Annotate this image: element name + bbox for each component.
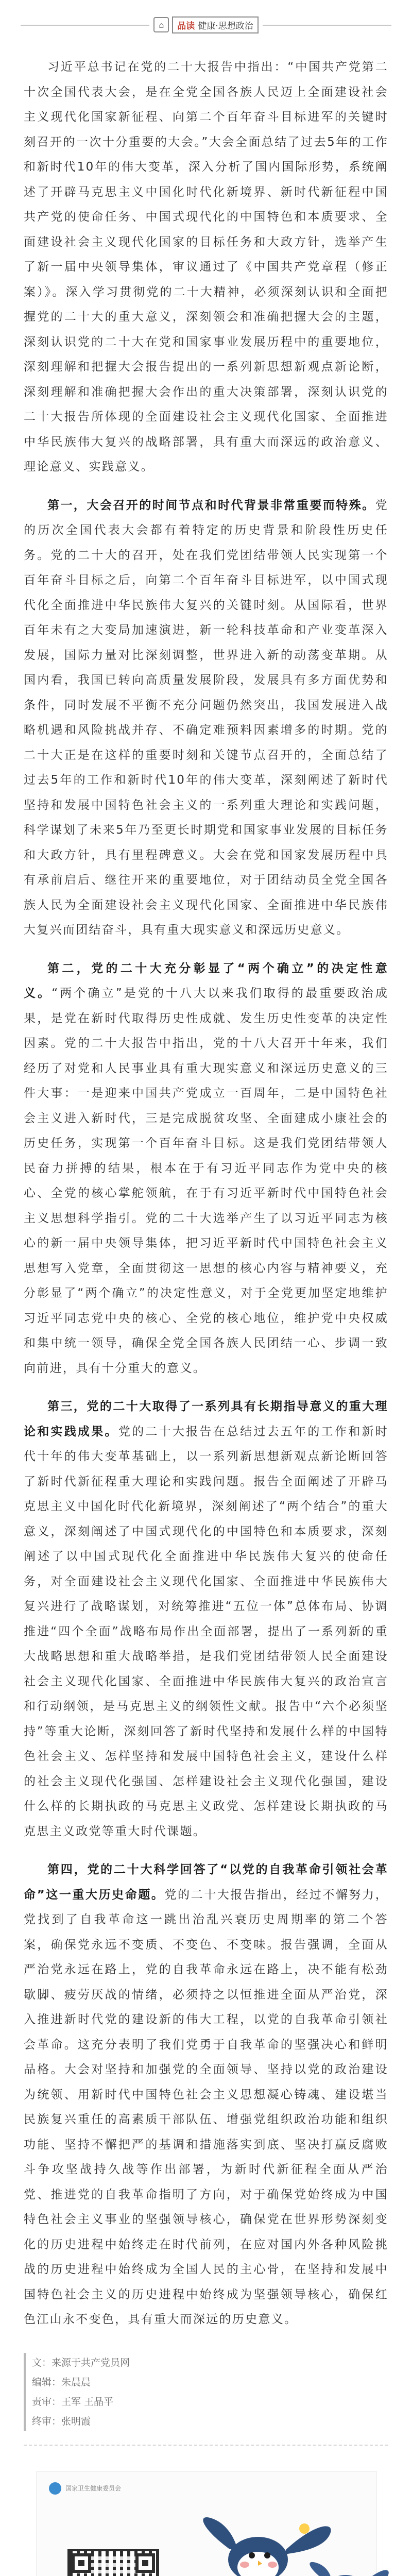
paragraph-text: 习近平总书记在党的二十大报告中指出：“中国共产党第二十次全国代表大会，是在全党全国各族人民迈上全面建设社会主义现代化国家新征程、向第二个百年奋斗目标进军的关键时刻召开的一次十分重要的大会。”大会全面总结了过去5年的工作和新时代10年的伟大变革，深入分析了国内国际形势，系统阐述了开辟马克思主义中国化时代化新境界、新时代新征程中国共产党的使命任务、中国式现代化的中国特色和本质要求、全面建设社会主义现代化国家的目标任务和大政方针，选举产生了新一届中央领导集体，审议通过了《中国共产党章程（修正案）》。深入学习贯彻党的二十大精神，必须深刻认识和全面把握党的二十大的重大意义，深刻领会和准确把握大会的主题，深刻认识党的二十大在党和国家事业发展历程中的重要地位，深刻理解和把握大会报告提出的一系列新思想新观点新论断，深刻理解和准确把握大会作出的重大决策部署，深刻认识党的二十大报告所体现的全面建设社会主义现代化国家、全面推进中华民族伟大复兴的战略部署，具有重大而深远的政治意义、理论意义、实践意义。 bbox=[24, 60, 388, 473]
header-banner bbox=[0, 0, 412, 49]
sun-icon bbox=[299, 2523, 310, 2534]
qr-code[interactable] bbox=[67, 2549, 159, 2576]
promo-card-background bbox=[36, 2471, 377, 2576]
home-icon: ⌂ bbox=[153, 17, 169, 32]
meta-final-review: 终审：张明霞 bbox=[32, 2415, 91, 2427]
mini-logo-icon bbox=[49, 2482, 61, 2495]
article-paragraph bbox=[24, 493, 388, 943]
section-title: 第一，大会召开的时间节点和时代背景非常重要而特殊。 bbox=[47, 498, 375, 512]
meta-reviewer: 责审：王军 王晶平 bbox=[32, 2396, 114, 2408]
qr-finder-icon bbox=[135, 2553, 155, 2573]
header-brand-a: 品读 bbox=[177, 21, 195, 31]
article-paragraph bbox=[24, 1394, 388, 1844]
article-paragraph bbox=[24, 55, 388, 480]
paragraph-text: 党的历次全国代表大会都有着特定的历史背景和阶段性历史任务。党的二十大的召开，处在我们党团结带领人民实现第一个百年奋斗目标之后，向第二个百年奋斗目标进军，以中国式现代化全面推进中华民族伟大复兴的关键时刻。从国际看，世界百年未有之大变局加速演进，新一轮科技革命和产业变革深入发展，国际力量对比深刻调整，世界进入新的动荡变革期。从国内看，我国已转向高质量发展阶段，发展具有多方面优势和条件，同时发展不平衡不充分问题仍然突出，我国发展进入战略机遇和风险挑战并存、不确定难预料因素增多的时期。党的二十大正是在这样的重要时刻和关键节点召开的，全面总结了过去5年的工作和新时代10年的伟大变革，深刻阐述了新时代坚持和发展中国特色社会主义的一系列重大理论和实践问题，科学谋划了未来5年乃至更长时期党和国家事业发展的目标任务和大政方针，具有里程碑意义。大会在党和国家发展历程中具有承前启后、继往开来的重要地位，对于团结动员全党全国各族人民为全面建设社会主义现代化国家、全面推进中华民族伟大复兴而团结奋斗，具有重大现实意义和深远历史意义。 bbox=[24, 498, 388, 937]
mini-logo-text: 国家卫生健康委员会 bbox=[65, 2485, 122, 2492]
header-badge bbox=[149, 13, 263, 36]
qr-finder-icon bbox=[72, 2553, 91, 2573]
header-label bbox=[172, 16, 258, 33]
promo-card bbox=[0, 2461, 412, 2576]
swallow-right-icon bbox=[310, 2562, 388, 2576]
section-title: 第三，党的二十大取得了一系列具有长期指导意义的重大理论和实践成果。 bbox=[24, 1400, 388, 1438]
meta-source: 文：来源于共产党员网 bbox=[32, 2357, 130, 2368]
article-body bbox=[0, 49, 412, 2332]
article-meta bbox=[24, 2353, 388, 2431]
promo-mini-logo bbox=[49, 2482, 121, 2495]
paragraph-text: 党的二十大报告指出，经过不懈努力，党找到了自我革命这一跳出治乱兴衰历史周期率的第二个答案，确保党永远不变质、不变色、不变味。报告强调，全面从严治党永远在路上，党的自我革命永远在路上，决不能有松劲歇脚、疲劳厌战的情绪，必须持之以恒推进全面从严治党，深入推进新时代党的建设新的伟大工程，以党的自我革命引领社会革命。这充分表明了我们党勇于自我革命的坚强决心和鲜明品格。大会对坚持和加强党的全面领导、坚持以党的政治建设为统领、用新时代中国特色社会主义思想凝心铸魂、建设堪当民族复兴重任的高素质干部队伍、增强党组织政治功能和组织功能、坚持不懈把严的基调和措施落实到底、坚决打赢反腐败斗争攻坚战持久战等作出部署，为新时代新征程全面从严治党、推进党的自我革命指明了方向，对于确保党始终成为中国特色社会主义事业的坚强领导核心，确保党在世界形势深刻变化的历史进程中始终走在时代前列，在应对国内外各种风险挑战的历史进程中始终成为全国人民的主心骨，在坚持和发展中国特色社会主义的历史进程中始终成为坚强领导核心，确保红色江山永不变色，具有重大而深远的历史意义。 bbox=[24, 1888, 388, 2326]
header-brand-b: 健康·思想政治 bbox=[198, 21, 253, 31]
swallow-illustration bbox=[181, 2493, 397, 2576]
meta-editor: 编辑：朱晨晨 bbox=[32, 2376, 91, 2388]
article-paragraph bbox=[24, 1857, 388, 2332]
section-divider bbox=[24, 2445, 388, 2446]
paragraph-text: “两个确立”是党的十八大以来我们取得的最重要政治成果，是党在新时代取得历史性成就、发生历史性变革的决定性因素。党的二十大报告中指出，党的十八大召开十年来，我们经历了对党和人民事业具有重大现实意义和深远历史意义的三件大事：一是迎来中国共产党成立一百周年，二是中国特色社会主义进入新时代，三是完成脱贫攻坚、全面建成小康社会的历史任务，实现第一个百年奋斗目标。这是我们党团结带领人民奋力拼搏的结果，根本在于有习近平同志作为党中央的核心、全党的核心掌舵领航，在于有习近平新时代中国特色社会主义思想科学指引。党的二十大选举产生了以习近平同志为核心的新一届中央领导集体，把习近平新时代中国特色社会主义思想写入党章，全面贯彻这一思想的核心内容与精神要义，充分彰显了“两个确立”的决定性意义，对于全党更加坚定地维护习近平同志党中央的核心、全党的核心地位，维护党中央权威和集中统一领导，确保全党全国各族人民团结一心、步调一致向前进，具有十分重大的意义。 bbox=[24, 987, 388, 1375]
section-title: 第二，党的二十大充分彰显了“两个确立”的决定性意义。 bbox=[24, 961, 388, 1000]
article-paragraph bbox=[24, 956, 388, 1381]
paragraph-text: 党的二十大报告在总结过去五年的工作和新时代十年的伟大变革基础上，以一系列新思想新观点新论断回答了新时代新征程重大理论和实践问题。报告全面阐述了开辟马克思主义中国化时代化新境界，深刻阐述了“两个结合”的重大意义，深刻阐述了中国式现代化的中国特色和本质要求，深刻阐述了以中国式现代化全面推进中华民族伟大复兴的使命任务，对全面建设社会主义现代化国家、全面推进中华民族伟大复兴进行了战略谋划，对统筹推进“五位一体”总体布局、协调推进“四个全面”战略布局作出全面部署，提出了一系列新的重大战略思想和重大战略举措，是我们党团结带领人民全面建设社会主义现代化国家、全面推进中华民族伟大复兴的政治宣言和行动纲领，是马克思主义的纲领性文献。报告中“六个必须坚持”等重大论断，深刻回答了新时代坚持和发展什么样的中国特色社会主义、怎样坚持和发展中国特色社会主义，建设什么样的社会主义现代化强国、怎样建设社会主义现代化强国，建设什么样的长期执政的马克思主义政党、怎样建设长期执政的马克思主义政党等重大时代课题。 bbox=[24, 1425, 389, 1838]
section-title: 第四，党的二十大科学回答了“以党的自我革命引领社会革命”这一重大历史命题。 bbox=[24, 1863, 388, 1902]
